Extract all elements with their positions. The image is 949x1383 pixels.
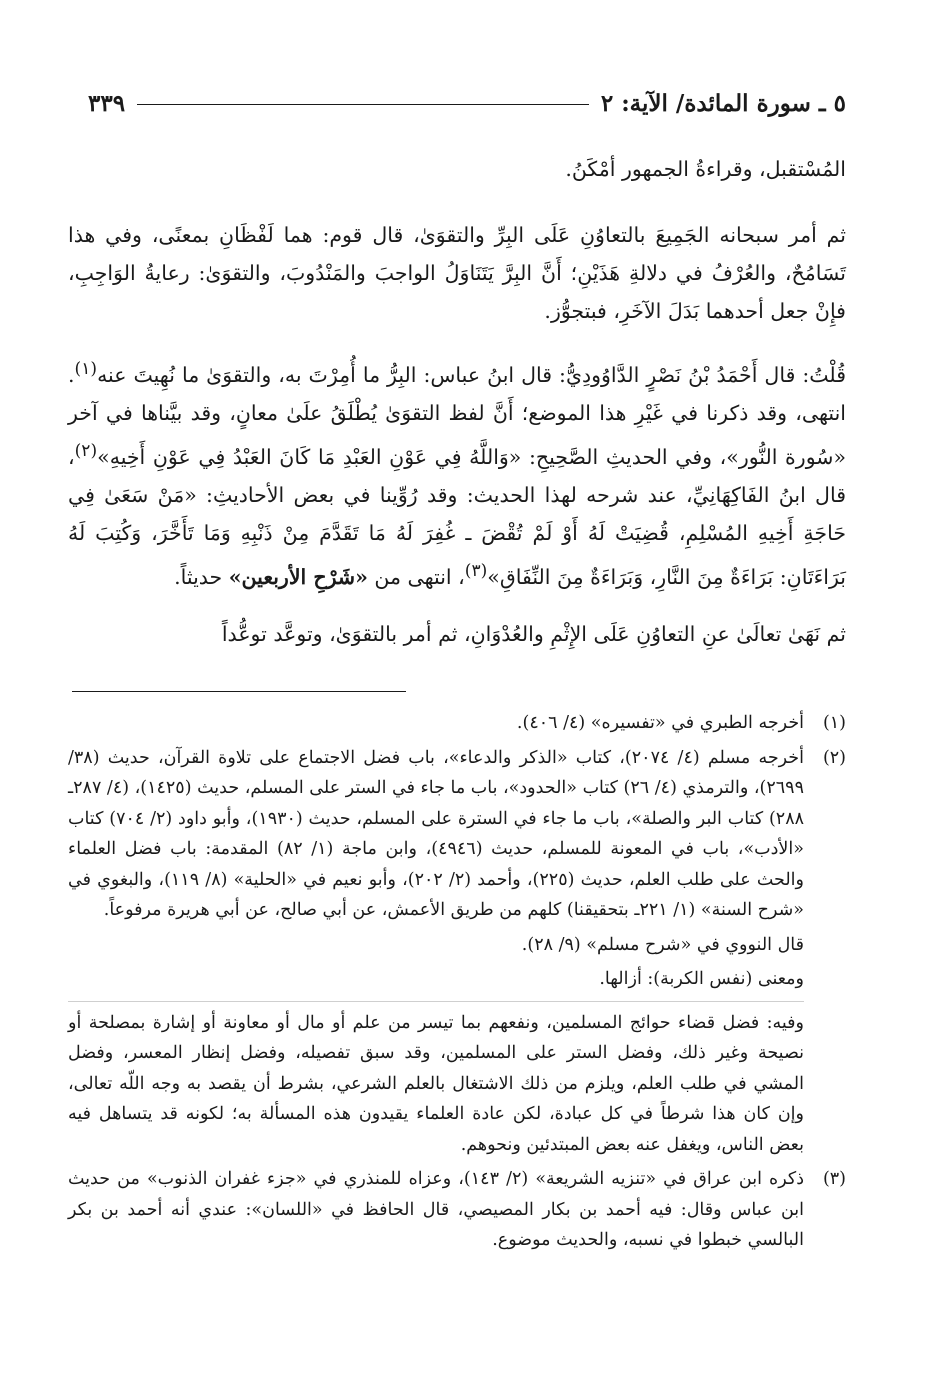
footnote-text: ذكره ابن عراق في «تنزيه الشريعة» (٢/ ١٤٣)، وعزاه للمنذري في «جزء غفران الذنوب» من حديث ابن عباس وقال: فيه أحمد بن بكار المصيصي، قال الحافظ في «اللسان»: عندي أنه أحمد بن بكر البالسي خبطوا في نسبه، والحديث موضوع. [68,1169,805,1250]
footnote-note-benefits: وفيه: فضل قضاء حوائج المسلمين، ونفعهم بما تيسر من علم أو مال أو معاونة أو إشارة بمصلحة أو نصيحة وغير ذلك، وفضل الستر على المسلمين، وقد سبق تفصيله، وفضل إنظار المعسر، وفضل المشي في طلب العلم، ويلزم من ذلك الاشتغال بالعلم الشرعي، بشرط أن يقصد به وجه اللّه تعالى، وإن كان هذا شرطاً في كل عبادة، لكن عادة العلماء يقيدون هذه المسألة به؛ لكونه قد يتساهل فيه بعض الناس، ويغفل عنه بعض المبتدئين ونحوهم. [68,1012,804,1155]
footnote-inner-divider [68,1001,804,1002]
book-title-sharh-arbaeen: «شَرْحِ الأربعين» [228,564,368,589]
header-title: ٥ ـ سورة المائدة/ الآية: ٢ [600,89,846,117]
paragraph-3-text-d: ، انتهى من [367,564,465,589]
footnotes [68,708,846,1260]
footnote-note-nawawi: قال النووي في «شرح مسلم» (٩/ ٢٨). [521,934,804,955]
footnote-2 [68,743,846,1161]
footnote-note-meaning: ومعنى (نفس الكربة): أزالها. [599,969,804,989]
footnote-number: (٣) [822,1169,846,1189]
paragraph-2: ثم أمر سبحانه الجَمِيعَ بالتعاوُنِ عَلَى البِرِّ والتقوَىٰ، قال قوم: هما لَفْظَانِ بمعنًى، وفي هذا تَسَامُحٌ، والعُرْفُ في دلالةِ هَذَيْنِ؛ أَنَّ البِرَّ يَتَنَاوَلُ الواجبَ والمَنْدُوبَ، والتقوَىٰ: رعايةُ الوَاجِبِ، فإِنْ جعل أحدهما بَدَلَ الآخَرِ، فبتجوُّز. [68,223,846,323]
footnote-1 [68,708,846,739]
footnote-number: (١) [822,713,846,733]
page-number: ٣٣٩ [88,89,126,117]
footnote-ref-1: (١) [74,359,98,379]
footnote-ref-3: (٣) [464,560,488,581]
footnote-text: أخرجه الطبري في «تفسيره» (٤/ ٤٠٦). [516,713,804,733]
main-text [68,150,846,673]
paragraph-1: المُسْتقبل، وقراءةُ الجمهور أمْكَنُ. [565,157,846,181]
footnote-number: (٢) [822,747,846,768]
footnote-separator [72,691,406,692]
paragraph-3-text-e: حديثاً. [174,564,229,589]
footnote-ref-2: (٢) [74,440,98,461]
paragraph-4: ثم نَهَىٰ تعالَىٰ عنِ التعاوُنِ عَلَى الإِثْمِ والعُدْوَانِ، ثم أمر بالتقوَىٰ، وتوعَّد توعُّداً [221,622,846,647]
footnote-3 [68,1164,846,1256]
paragraph-3-text-c: ، قال ابنُ الفَاكِهَانِيِّ، عند شرحه لهذا الحديث: وقد رُوِّينا في بعض الأحاديثِ: «مَنْ سَعَىٰ فِي حَاجَةِ أَخِيهِ المُسْلِمِ، قُضِيَتْ لَهُ أَوْ لَمْ تُقْضَ ـ غُفِرَ لَهُ مَا تَقَدَّمَ مِنْ ذَنْبِهِ وَمَا تَأَخَّرَ، وَكُتِبَ لَهُ بَرَاءَتَانِ: بَرَاءَةٌ مِنَ النَّارِ، وَبَرَاءَةٌ مِنَ النِّفَاقِ» [68,444,846,589]
paragraph-3-text-a: قُلْتُ: قال أَحْمَدُ بْنُ نَصْرٍ الدَّاوُودِيُّ: قال ابنُ عباس: البِرُّ ما أُمِرْتَ به، والتقوَىٰ ما نُهِيتَ عنه [97,362,846,387]
paragraph-3-text-b: . انتهى، وقد ذكرنا في غَيْرِ هذا الموضع؛ أَنَّ لفظ التقوَىٰ يُطْلَقُ علَىٰ معانٍ، وقد بيَّناها في آخر «سُورة النُّور»، وفي الحديثِ الصَّحِيحِ: «وَاللَّهُ فِي عَوْنِ العَبْدِ مَا كَانَ العَبْدُ فِي عَوْنِ أَخِيهِ» [68,362,846,469]
header-rule [137,104,589,105]
footnote-text: أخرجه مسلم (٤/ ٢٠٧٤)، كتاب «الذكر والدعاء»، باب فضل الاجتماع على تلاوة القرآن، حديث (٣٨/ ٢٦٩٩)، والترمذي (٤/ ٢٦) كتاب «الحدود»، باب ما جاء في الستر على المسلم، حديث (١٤٢٥)، (٤/ ٢٨٧ـ ٢٨٨) كتاب البر والصلة»، باب ما جاء في السترة على المسلم، حديث (١٩٣٠)، وأبو داود (٢/ ٧٠٤) كتاب «الأدب»، باب في المعونة للمسلم، حديث (٤٩٤٦)، وابن ماجة (١/ ٨٢) المقدمة: باب فضل العلماء والحث على طلب العلم، حديث (٢٢٥)، وأحمد (٢/ ٢٠٢)، وأبو نعيم في «الحلية» (٨/ ١١٩)، والبغوي في «شرح السنة» (١/ ٢٢١ـ بتحقيقنا) كلهم من طريق الأعمش، عن أبي صالح، عن أبي هريرة مرفوعاً. [68,747,804,920]
running-header [88,86,846,120]
paragraph-3 [68,350,846,595]
